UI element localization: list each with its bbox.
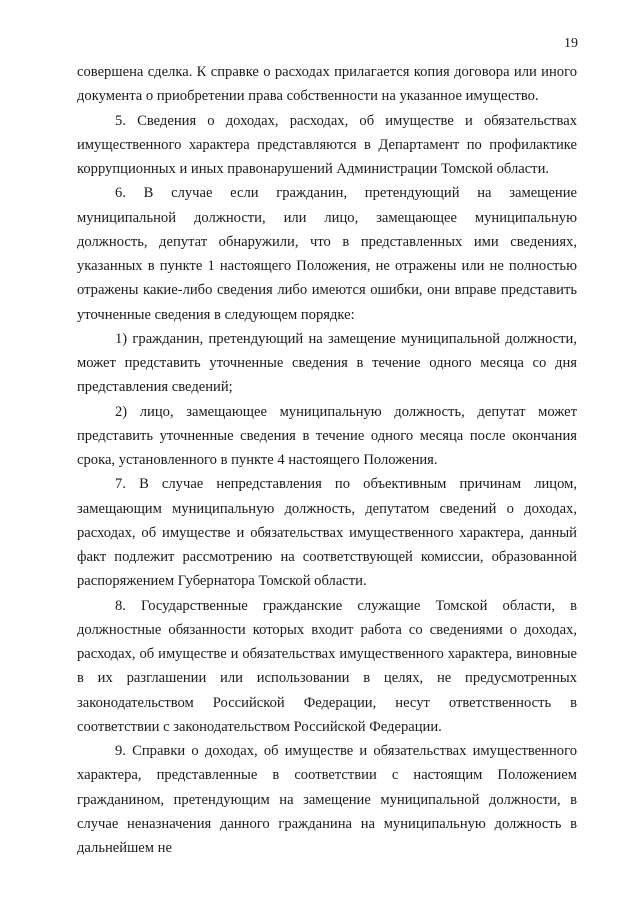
document-body [77, 60, 577, 860]
paragraph-item-5: 5. Сведения о доходах, расходах, об имуществе и обязательствах имущественного характера представляются в Департамент по профилактике коррупционных и иных правонарушений Администрации Томской области. [77, 112, 577, 177]
paragraph-continuation: совершена сделка. К справке о расходах прилагается копия договора или иного документа о приобретении права собственности на указанное имущество. [77, 64, 577, 105]
paragraph-subitem-6-2: 2) лицо, замещающее муниципальную должность, депутат может представить уточненные сведения в течение одного месяца после окончания срока, установленного в пункте 4 настоящего Положения. [77, 403, 577, 468]
page-number: 19 [564, 36, 578, 51]
paragraph-item-6: 6. В случае если гражданин, претендующий на замещение муниципальной должности, или лицо, замещающее муниципальную должность, депутат обнаружили, что в представленных ими сведениях, указанных в пункте 1 настоящего Положения, не отражены или не полностью отражены какие-либо сведения либо имеются ошибки, они вправе представить уточненные сведения в следующем порядке: [77, 185, 577, 323]
paragraph-subitem-6-1: 1) гражданин, претендующий на замещение муниципальной должности, может представить уточненные сведения в течение одного месяца со дня представления сведений; [77, 330, 577, 396]
paragraph-item-9: 9. Справки о доходах, об имуществе и обязательствах имущественного характера, представленные в соответствии с настоящим Положением гражданином, претендующим на замещение муниципальной должности, в случае неназначения данного гражданина на муниципальную должность в дальнейшем не [77, 743, 577, 856]
paragraph-item-8: 8. Государственные гражданские служащие Томской области, в должностные обязанности которых входит работа со сведениями о доходах, расходах, об имуществе и обязательствах имущественного характера, виновные в их разглашении или использовании в целях, не предусмотренных законодательством Российской Федерации, несут ответственность в соответствии с законодательством Российской Федерации. [77, 597, 577, 735]
paragraph-item-7: 7. В случае непредставления по объективным причинам лицом, замещающим муниципальную должность, депутатом сведений о доходах, расходах, об имуществе и обязательствах имущественного характера, данный факт подлежит рассмотрению на соответствующей комиссии, образованной распоряжением Губернатора Томской области. [77, 476, 577, 590]
